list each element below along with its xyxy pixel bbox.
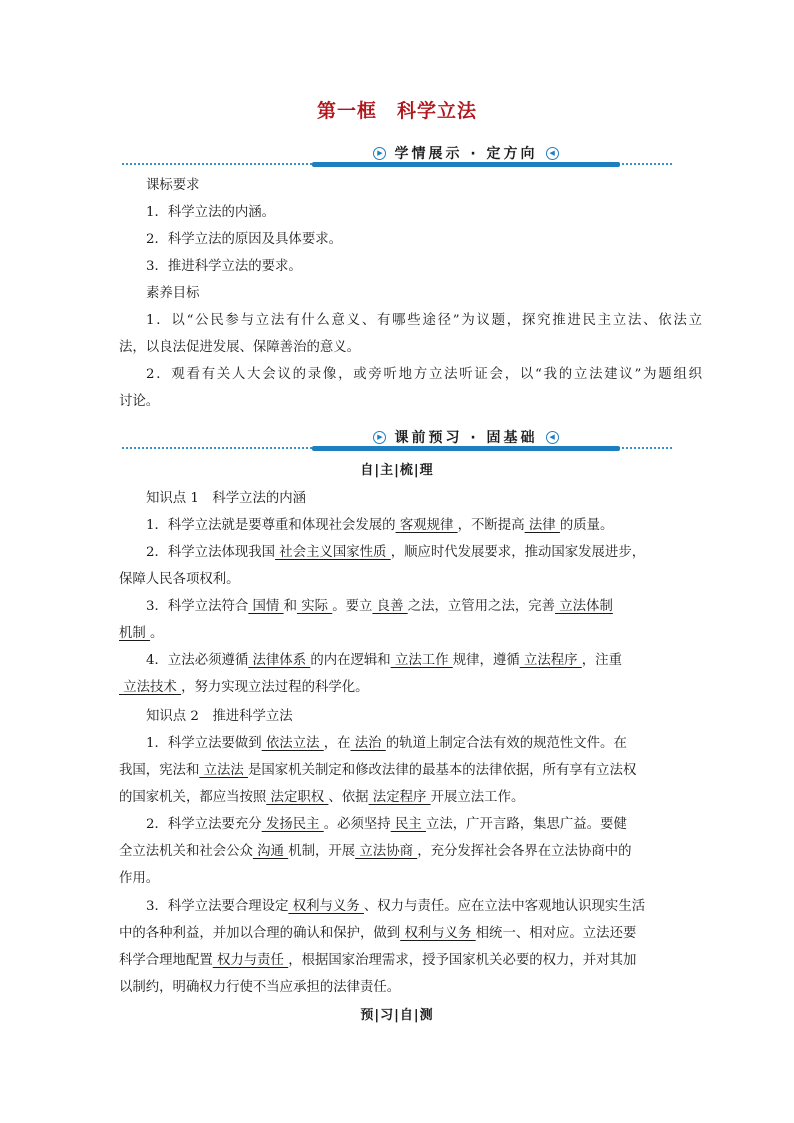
fill-blank: 机制 (119, 626, 151, 641)
kp1-paragraph-3: 3．科学立法符合 国情 和 实际 。要立 良善 之法，立管用之法，完善 立法体制 (146, 599, 613, 614)
kp2-paragraph-2-line-2: 全立法机关和社会公众 沟通 机制，开展 立法协商 ，充分发挥社会各界在立法协商中的 (119, 844, 632, 859)
goal-1-line-2: 法，以良法促进发展、保障善治的意义。 (119, 340, 361, 355)
fill-blank: 法治 (350, 736, 386, 751)
subheading-self-test: 预|习|自|测 (360, 1008, 434, 1023)
goal-1-line-1: 1．以“公民参与立法有什么意义、有哪些途径”为议题，探究推进民主立法、依法立 (146, 313, 702, 328)
section-banner-preview (122, 427, 672, 451)
section-banner-learning-goals (122, 143, 672, 167)
knowledge-point-2-heading: 知识点 2 推进科学立法 (146, 709, 293, 724)
fill-blank: 法律 (524, 518, 560, 533)
fill-blank: 国情 (248, 599, 284, 614)
fill-blank: 立法协商 (355, 844, 418, 859)
fill-blank: 权利与义务 (400, 926, 476, 941)
fill-blank: 法定程序 (368, 790, 431, 805)
fill-blank: 法定职权 (266, 790, 329, 805)
fill-blank: 法律体系 (248, 653, 311, 668)
fill-blank: 权力与责任 (212, 953, 289, 968)
kp2-paragraph-2-line-3: 作用。 (119, 871, 160, 886)
kp1-paragraph-3-line-2: 机制 。 (119, 626, 164, 641)
goal-2-line-2: 讨论。 (119, 394, 160, 409)
fill-blank: 权利与义务 (288, 899, 364, 914)
kp2-paragraph-3-line-3: 科学合理地配置 权力与责任 ，根据国家治理需求，授予国家机关必要的权力，并对其加 (119, 953, 637, 968)
fill-blank: 立法程序 (519, 653, 582, 668)
kp2-paragraph-1-line-3: 的国家机关，都应当按照 法定职权 、依据 法定程序 开展立法工作。 (119, 790, 525, 805)
fill-blank: 立法体制 (555, 599, 613, 614)
fill-blank: 依法立法 (261, 736, 324, 751)
kp1-paragraph-2-line-2: 保障人民各项权利。 (119, 572, 240, 587)
kp2-paragraph-3: 3．科学立法要合理设定 权利与义务 、权力与责任。应在立法中客观地认识现实生活 (146, 899, 646, 914)
curriculum-item: 1．科学立法的内涵。 (146, 205, 276, 220)
kp2-paragraph-1: 1．科学立法要做到 依法立法 ，在 法治 的轨道上制定合法有效的规范性文件。在 (146, 736, 627, 751)
fill-blank: 发扬民主 (261, 817, 324, 832)
knowledge-point-1-heading: 知识点 1 科学立法的内涵 (146, 491, 307, 506)
fill-blank: 社会主义国家性质 (275, 545, 391, 560)
kp1-paragraph-4: 4．立法必须遵循 法律体系 的内在逻辑和 立法工作 规律，遵循 立法程序 ，注重 (146, 653, 622, 668)
fill-blank: 立法工作 (390, 653, 453, 668)
fill-blank: 客观规律 (395, 518, 458, 533)
page-title: 第一框 科学立法 (316, 100, 477, 122)
kp2-paragraph-3-line-2: 中的各种利益，并加以合理的确认和保护，做到 权利与义务 相统一、相对应。立法还要 (119, 926, 637, 941)
kp2-paragraph-2: 2．科学立法要充分 发扬民主 。必须坚持 民主 立法，广开言路，集思广益。要健 (146, 817, 627, 832)
kp1-paragraph-2: 2．科学立法体现我国 社会主义国家性质 ，顺应时代发展要求，推动国家发展进步， (146, 545, 646, 560)
curriculum-item: 3．推进科学立法的要求。 (146, 259, 302, 274)
curriculum-item: 2．科学立法的原因及具体要求。 (146, 232, 342, 247)
kp2-paragraph-3-line-4: 以制约，明确权力行使不当应承担的法律责任。 (119, 980, 401, 995)
fill-blank: 立法技术 (119, 680, 182, 695)
fill-blank: 立法法 (199, 763, 249, 778)
subheading-self-review: 自|主|梳|理 (360, 463, 434, 478)
fill-blank: 良善 (372, 599, 408, 614)
banner-label: 学情展示 · 定方向 (394, 146, 538, 162)
literacy-heading: 素养目标 (146, 286, 200, 301)
kp2-paragraph-1-line-2: 我国，宪法和 立法法 是国家机关制定和修改法律的最基本的法律依据，所有享有立法权 (119, 763, 637, 778)
banner-tab (312, 143, 620, 163)
banner-tab (312, 427, 620, 447)
fill-blank: 实际 (296, 599, 333, 614)
curriculum-heading: 课标要求 (146, 178, 200, 193)
play-left-icon: ◀ (546, 431, 559, 444)
goal-2-line-1: 2．观看有关人大会议的录像，或旁听地方立法听证会，以“我的立法建议”为题组织 (146, 367, 702, 382)
banner-label: 课前预习 · 固基础 (394, 430, 538, 446)
play-right-icon: ▶ (373, 431, 386, 444)
kp1-paragraph-4-line-2: 立法技术 ，努力实现立法过程的科学化。 (119, 680, 369, 695)
kp1-paragraph-1: 1．科学立法就是要尊重和体现社会发展的 客观规律 ，不断提高 法律 的质量。 (146, 518, 614, 533)
play-right-icon: ▶ (373, 147, 386, 160)
fill-blank: 沟通 (252, 844, 289, 859)
fill-blank: 民主 (390, 817, 426, 832)
play-left-icon: ◀ (546, 147, 559, 160)
